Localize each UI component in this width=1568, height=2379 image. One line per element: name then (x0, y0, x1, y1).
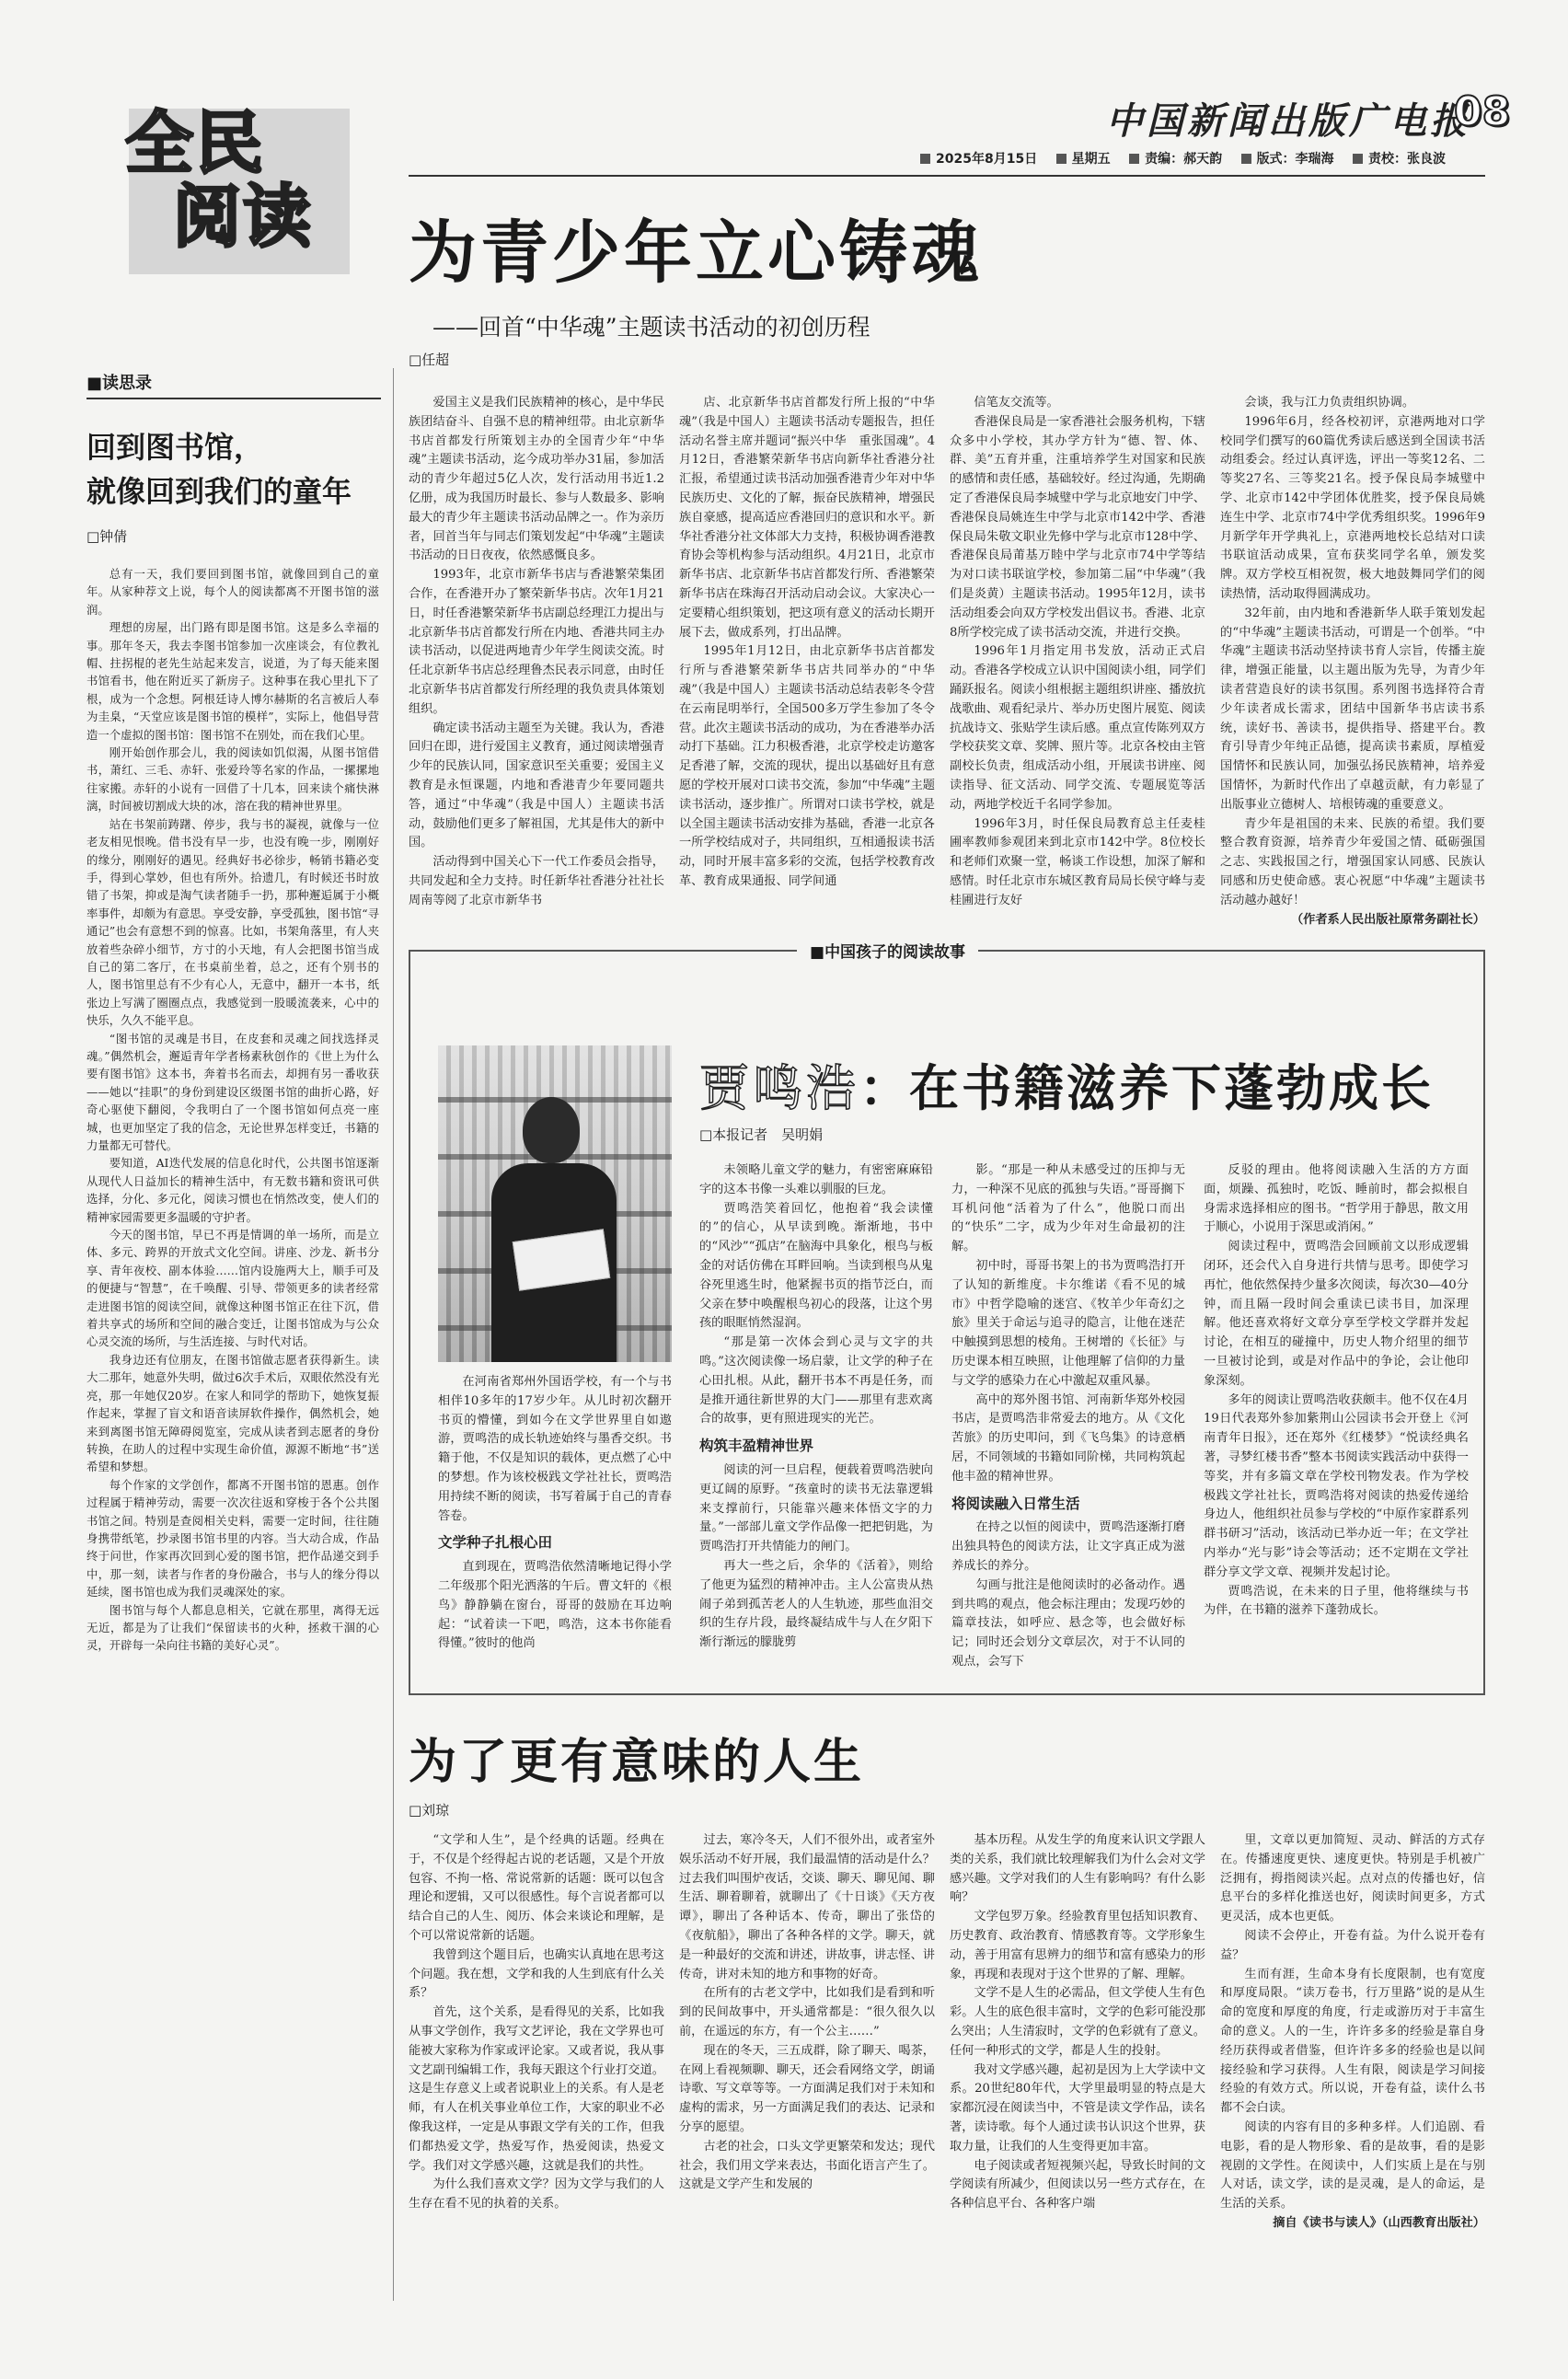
paragraph: 阅读的河一旦启程，便载着贾鸣浩驶向更辽阔的原野。“孩童时的读书无法靠逻辑来支撑前行，只能靠兴趣来体悟文字的力量。”一部部儿童文学作品像一把把钥匙，为贾鸣浩打开共情能力的闸门。 (699, 1462, 933, 1554)
paragraph: 1996年3月，时任保良局教育总主任麦桂圃率教师参观团来到北京市142中学。8位校长和老师们欢聚一堂，畅谈工作设想，加深了解和感情。时任北京市东城区教育局局长侯守峰与麦桂圃进行友好 (950, 816, 1205, 907)
paragraph: 阅读过程中，贾鸣浩会回顾前文以形成逻辑闭环，还会代入自身进行共情与思考。即使学习再忙，他依然保持少量多次阅读，每次30—40分钟，而且隔一段时间会重读已读书目，加深理解。他还喜欢将好文章分享至学校文学群并发起讨论，在相互的碰撞中，历史人物介绍里的细节一旦被讨论到，或是对作品中的争论，会让他印象深刻。 (1204, 1240, 1469, 1388)
paragraph: 首先，这个关系，是看得见的关系，比如我从事文学创作，我写文艺评论，我在文学界也可能被大家称为作家或评论家。又或者说，我从事文艺副刊编辑工作，我每天跟这个行业打交道。这是生存意义上或者说职业上的关系。有人是老师，有人在机关事业单位工作，大家的职业不必像我这样，一定是从事跟文学有关的工作，但我们都热爱文学，热爱写作，热爱阅读，热爱文学。我们对文学感兴趣，这就是我们的共性。 (409, 2005, 664, 2173)
paragraph: 1996年1月指定用书发放，活动正式启动。香港各学校成立认识中国阅读小组，同学们踊跃报名。阅读小组根据主题组织讲座、播放抗战歌曲、观看纪录片、举办历史图片展览、阅读抗战诗文、张贴学生读后感。重点宣传陈列双方学校获奖文章、奖牌、照片等。北京各校由主管副校长负责，组成活动小组，开展读书讲座、阅读指导、征文活动、同学交流、专题展览等活动，两地学校近千名同学参加。 (950, 644, 1205, 812)
paragraph: 爱国主义是我们民族精神的核心，是中华民族团结奋斗、自强不息的精神纽带。由北京新华书店首都发行所策划主办的全国青少年“中华魂”主题读书活动，迄今成功举办31届，参加活动的青少年超过5亿人次，发行活动用书近1.2亿册，成为我国历时最长、参与人数最多、影响最大的青少年主题读书活动品牌之一。作为亲历者，回首当年与同志们策划发起“中华魂”主题读书活动的日日夜夜，依然感慨良多。 (409, 396, 664, 563)
paragraph: 站在书架前踌躇、停步，我与书的凝视，就像与一位老友相见恨晚。借书没有早一步，也没有晚一步，刚刚好的缘分，刚刚好的遇见。经典好书必徐步，畅销书籍必变手，得到心掌妙，但也有所外。拾遗几，有时候还书时放错了书架，抑或是淘气读者随手一扔，那种邂逅属于小概率事件，却颇为有意思。享受安静，享受孤独，图书馆“寻通记”也会有意想不到的惊喜。比如，书架角落里，有人夹放着些杂碎小细节，方寸的小天地，有人会把图书馆当成自己的第二客厅，在书桌前坐着，总之，还有个别书的人，图书馆里总有不少有心人，无意中，翻开一本书，纸张边上写满了圈圈点点，我感觉到一股暖流袭来，心中的快乐，久久不能平息。 (86, 816, 379, 1028)
feature-title: 为青少年立心铸魂 (409, 214, 983, 293)
paragraph: 青少年是祖国的未来、民族的希望。我们要整合教育资源，培养青少年爱国之情、砥砺强国之志、实践报国之行，增强国家认同感、民族认同感和历史使命感。衷心祝愿“中华魂”主题读书活动越办越好！ (1220, 816, 1485, 907)
issue-weekday: 星期五 (1071, 152, 1111, 167)
essay-title-line1: 回到图书馆， (86, 430, 264, 465)
paragraph: 电子阅读或者短视频兴起，导致长时间的文学阅读有所减少，但阅读以另一些方式存在，在各种信息平台、各种客户端 (950, 2158, 1205, 2212)
paragraph: 在持之以恒的阅读中，贾鸣浩逐渐打磨出独具特色的阅读方法，让文字真正成为滋养成长的养分。 (951, 1520, 1185, 1573)
paragraph: 1993年，北京市新华书店与香港繁荣集团合作，在香港开办了繁荣新华书店。次年1月21日，时任香港繁荣新华书店副总经理江力提出与北京新华书店首都发行所在内地、香港共同主办读书活动，以促进两地青少年学生阅读交流。时任北京新华书店总经理鲁杰民表示同意，由时任北京新华书店首都发行所经理的我负责具体策划组织。 (409, 568, 664, 716)
story-title-rest: 在书籍滋养下蓬勃成长 (909, 1058, 1434, 1117)
paragraph: 摘自《读书与读人》（山西教育出版社） (1273, 2215, 1485, 2230)
photo-person-head (523, 1097, 580, 1163)
story-col-4 (1204, 1161, 1469, 1684)
paragraph: 里，文章以更加简短、灵动、鲜活的方式存在。传播速度更快、速度更快。特别是手机被广泛拥有，拇指阅读兴起。点对点的传播也好，信息平台的多样化推送也好，阅读时间更多，方式更灵活，成本也更低。 (1220, 1833, 1485, 1924)
bottom-author: □刘琼 (409, 1802, 450, 1819)
paragraph: 1996年6月，经各校初评，京港两地对口学校同学们撰写的60篇优秀读后感送到全国读书活动组委会。经过认真评选，评出一等奖12名、二等奖27名、三等奖21名。授予保良局李城璧中学、北京市142中学团体优胜奖，授予保良局姚连生中学、北京市74中学优秀组织奖。1996年9月新学年开学典礼上，京港两地校长总结对口读书联谊活动成果，宣布获奖同学名单，颁发奖牌。双方学校互相祝贺，极大地鼓舞同学们的阅读热情，活动取得圆满成功。 (1220, 414, 1485, 601)
editor-credit: 责编：郝天韵 (1145, 152, 1223, 167)
paragraph: 信笔友交流等。 (974, 396, 1059, 410)
paragraph: 32年前，由内地和香港新华人联手策划发起的“中华魂”主题读书活动，可谓是一个创举。“中华魂”主题读书活动坚持读书育人宗旨，传播主旋律，增强正能量，以主题出版为先导，为青少年读者营造良好的读书氛围。系列图书选择符合青少年读者成长需求，团结中国新华书店读书系统，读好书、善读书，提供指导、搭建平台。教育引导青少年纯正品德，提高读书素质，厚植爱国情怀和民族认同，加强弘扬民族精神，培养爱国情怀，为新时代作出了卓越贡献，有力彰显了出版事业立德树人、培根铸魂的重要意义。 (1220, 606, 1485, 812)
essay-tag-rule (86, 398, 381, 399)
bottom-col-2 (679, 1831, 935, 2301)
paragraph: 贾鸣浩笑着回忆，他抱着“我会读懂的”的信心，从早读到晚。渐渐地，书中的“风沙”“孤店”在脑海中具象化，根鸟与板金的对话仿佛在耳畔回响。当读到根鸟从鬼谷死里逃生时，他紧握书页的指节泛白，而父亲在梦中唤醒根鸟初心的段落，让这个男孩的眼眶悄然湿润。 (699, 1201, 933, 1331)
bottom-col-4 (1220, 1831, 1485, 2301)
story-col-2 (699, 1161, 933, 1684)
paragraph: 文学包罗万象。经验教育里包括知识教育、历史教育、政治教育、情感教育等。文学形象生动，善于用富有思辨力的细节和富有感染力的形象，再现和表现对于这个世界的了解、理解。 (950, 1910, 1205, 1981)
story-title: 贾鸣浩：在书籍滋养下蓬勃成长 (699, 1058, 1434, 1117)
story-subhead-1: 文学种子扎根心田 (438, 1534, 553, 1552)
paragraph: 会谈，我与江力负责组织协调。 (1244, 396, 1415, 410)
essay-body (86, 565, 379, 2303)
paragraph: 今天的图书馆，早已不再是情调的单一场所，而是立体、多元、跨界的开放式文化空间。讲座、沙龙、新书分享、青年夜校、副本体验……馆内设施两大上，顺手可及的便捷与“智慧”，在千唤醒、引导、带领更多的读者经常走进图书馆的阅读空间，就像这种图书馆正在往下沉，借着共享式的场所和空间的融合变迁，让图书馆成为与公众心灵交流的场所，与生活连接、与时代对话。 (86, 1228, 379, 1349)
paragraph: 阅读不会停止，开卷有益。为什么说开卷有益？ (1220, 1928, 1485, 1962)
essay-tag (86, 370, 381, 394)
paragraph: 未领略儿童文学的魅力，有密密麻麻铅字的这本书像一头难以驯服的巨龙。 (699, 1163, 933, 1196)
story-section-label: ■中国孩子的阅读故事 (797, 939, 978, 962)
left-column-divider (393, 368, 394, 2301)
issue-info-bar (920, 149, 1460, 167)
issue-date: 2025年8月15日 (936, 152, 1038, 167)
paragraph: 文学不是人生的必需品，但文学使人生有色彩。人生的底色很丰富时，文学的色彩可能没那么突出；人生清寂时，文学的色彩就有了意义。任何一种形式的文学，都是人生的投射。 (950, 1986, 1205, 2058)
story-col-1 (438, 1373, 672, 1682)
proof-credit: 责校：张良波 (1368, 152, 1447, 167)
feature-subtitle: ——回首“中华魂”主题读书活动的初创历程 (432, 314, 870, 341)
feature-col-3 (950, 394, 1205, 937)
paragraph: 图书馆与每个人都息息相关，它就在那里，离得无远无近，都是为了让我们“保留读书的火种，拯救干涸的心灵，开辟每一朵向往书籍的美好心灵”。 (86, 1602, 379, 1653)
page-number: 08 (1454, 88, 1511, 135)
story-author: □本报记者 吴明娟 (699, 1126, 824, 1143)
essay-author: □钟倩 (86, 528, 128, 545)
paragraph: “图书馆的灵魂是书目，在皮套和灵魂之间找选择灵魂。”偶然机会，邂逅青年学者杨素秋创作的《世上为什么要有图书馆》这本书，奔着书名而去，却拥有另一番收获——她以“挂职”的身份到建设区级图书馆的曲折心路，好奇心驱使下翻阅，令我明白了一个图书馆如何点亮一座城，也更加坚定了我的信念，无论世界怎样变迁，书籍的力量都无可替代。 (86, 1031, 379, 1152)
paragraph: 直到现在，贾鸣浩依然清晰地记得小学二年级那个阳光洒落的午后。曹文轩的《根鸟》静静躺在窗台，哥哥的鼓励在耳边响起：“试着读一下吧，鸣浩，这本书你能看得懂。”彼时的他尚 (438, 1560, 672, 1651)
paragraph: 刚开始创作那会儿，我的阅读如饥似渴，从图书馆借书，萧红、三毛、赤轩、张爱玲等名家的作品，一摞摞地往家搬。赤轩的小说有一回借了十几本，回来读个痛快淋漓，时间被切割成大块的冰，溶在我的精神世界里。 (86, 745, 379, 814)
paragraph: （作者系人民出版社原常务副社长） (1291, 912, 1485, 927)
paragraph: 我对文学感兴趣，起初是因为上大学读中文系。20世纪80年代，大学里最明显的特点是大家都沉浸在阅读当中，不管是读文学作品，读名著，读诗歌。每个人通过读书认识这个世界，获取力量，让我们的人生变得更加丰富。 (950, 2062, 1205, 2154)
paragraph: 我曾到这个题目后，也确实认真地在思考这个问题。我在想，文学和我的人生到底有什么关系？ (409, 1947, 664, 2001)
paragraph: “文学和人生”，是个经典的话题。经典在于，不仅是个经得起古说的老话题，又是个开放包容、不拘一格、常说常新的话题：既可以包含理论和逻辑，又可以很感性。每个言说者都可以结合自己的人生、阅历、体会来谈论和理解，是个可以常说常新的话题。 (409, 1833, 664, 1943)
feature-col-4 (1220, 394, 1485, 937)
column-logo (85, 90, 379, 293)
logo-line1: 全民 (125, 104, 265, 183)
feature-author: □任超 (409, 352, 450, 368)
logo-line2: 阅读 (173, 178, 313, 257)
paragraph: 反驳的理由。他将阅读融入生活的方方面面，烦躁、孤独时，吃饭、睡前时，都会拟根自身需求选择相应的图书。“哲学用于静思，散文用于顺心，小说用于深思或消闲。” (1204, 1163, 1469, 1235)
bottom-col-3 (950, 1831, 1205, 2301)
layout-credit: 版式：李瑞海 (1256, 152, 1334, 167)
essay-title-line2: 就像回到我们的童年 (86, 474, 352, 509)
paragraph: 现在的冬天，三五成群，除了聊天、喝茶，在网上看视频聊、聊天，还会看网络文学，朗诵诗歌、写文章等等。一方面满足我们对于未知和虚构的需求，另一方面满足我们的表达、记录和分享的愿望。 (679, 2043, 935, 2134)
paragraph: 高中的郑外图书馆、河南新华郑外校园书店，是贾鸣浩非常爱去的地方。从《文化苦旅》的历史叩问，到《飞鸟集》的诗意栖居，不同领域的书籍如同阶梯，共同构筑起他丰盈的精神世界。 (951, 1392, 1185, 1484)
paragraph: “那是第一次体会到心灵与文字的共鸣。”这次阅读像一场启蒙，让文学的种子在心田扎根。从此，翻开书本不再是任务，而是推开通往新世界的大门——那里有悲欢离合的故事，更有照进现实的光芒。 (699, 1335, 933, 1426)
paragraph: 贾鸣浩说，在未来的日子里，他将继续与书为伴，在书籍的滋养下蓬勃成长。 (1204, 1584, 1469, 1618)
feature-col-2 (679, 394, 935, 937)
story-photo (438, 1045, 672, 1362)
paragraph: 为什么我们喜欢文学？因为文学与我们的人生存在看不见的执着的关系。 (409, 2177, 664, 2212)
paragraph: 再大一些之后，余华的《活着》，则给了他更为猛烈的精神冲击。主人公富贵从热闹子弟到孤苦老人的人生轨迹，那些血泪交织的生存片段，最终凝结成牛与人在夕阳下渐行渐远的朦胧剪 (699, 1558, 933, 1650)
story-subhead-3: 将阅读融入日常生活 (951, 1495, 1080, 1512)
essay-tag-text: ■读思录 (86, 374, 153, 393)
paragraph: 影。“那是一种从未感受过的压抑与无力，一种深不见底的孤独与失语。”哥哥搁下耳机问他“活着为了什么”，他脱口而出的“快乐”二字，成为少年对生命最初的注解。 (951, 1163, 1185, 1254)
paragraph: 香港保良局是一家香港社会服务机构，下辖众多中小学校，其办学方针为“德、智、体、群、美”五育并重，注重培养学生对国家和民族的感情和责任感，基础较好。经过沟通，先期确定了香港保良局李城璧中学与北京地安门中学、香港保良局姚连生中学与北京市142中学、香港保良局朱敬文职业先修中学与北京市128中学、香港保良局莆基万睦中学与北京市74中学等结为对口读书联谊学校，参加第二届“中华魂”（我们是炎黄）主题读书活动。1995年12月，读书活动组委会向双方学校发出倡议书。香港、北京8所学校完成了读书活动交流，并进行交换。 (950, 414, 1205, 640)
paragraph: 过去，寒冷冬天，人们不很外出，或者室外娱乐活动不好开展，我们最温情的活动是什么？过去我们叫围炉夜话，交谈、聊天、聊见闻、聊生活、聊着聊着，就聊出了《十日谈》《天方夜谭》，聊出了各种话本、传奇，聊出了张岱的《夜航船》，聊出了各种各样的文学。聊天，就是一种最好的交流和讲述，讲故事，讲志怪、讲传奇，讲对未知的地方和事物的好奇。 (679, 1833, 935, 1981)
paragraph: 理想的房屋，出门路有即是图书馆。这是多么幸福的事。那年冬天，我去李图书馆参加一次座谈会，有位教礼帽、拄拐棍的老先生站起来发言，说道，为了每天能来图书馆看书，他在附近买了新房子。这种事在我心里扎下了根，成为一个念想。阿根廷诗人博尔赫斯的名言被后人奉为圭臬，“天堂应该是图书馆的模样”，实际上，他倡导营造一个虚拟的图书馆：图书馆不在别处，而在我们心里。 (86, 620, 379, 742)
paragraph: 基本历程。从发生学的角度来认识文学跟人类的关系，我们就比较理解我们为什么会对文学感兴趣。文学对我们的人生有影响吗？有什么影响？ (950, 1833, 1205, 1905)
paragraph: 阅读的内容有目的多种多样。人们追剧、看电影，看的是人物形象、看的是故事，看的是影视剧的文学性。在阅读中，人们实质上是在与别人对话，读文学，读的是灵魂，是人的命运，是生活的关系。 (1220, 2119, 1485, 2212)
paragraph: 多年的阅读让贾鸣浩收获颇丰。他不仅在4月19日代表郑外参加紫荆山公园读书会开登上《河南青年日报》，还在郑外《红楼梦》“悦读经典名著，寻梦红楼书香”整本书阅读实践活动中获得一等奖，并有多篇文章在学校刊物发表。作为学校极践文学社社长，贾鸣浩将对阅读的热爱传递给身边人，他组织社员参与学校的“中原作家群系列群书研习”活动，该活动已举办近一年；在文学社内举办“光与影”诗会等活动；还不定期在文学社群分享文学文章、视频并发起讨论。 (1204, 1392, 1469, 1579)
paragraph: 1995年1月12日，由北京新华书店首都发行所与香港繁荣新华书店共同举办的“中华魂”（我是中国人）主题读书活动总结表彰冬令营在云南昆明举行，全国500多万学生参加了冬令营。此次主题读书活动的成功，为在香港举办活动打下基础。江力积极香港，北京学校走访邀客足香港了解，交流的现状，提出以基础好且有意愿的学校开展对口读书交流，参加“中华魂”主题读书活动，逐步推广。所谓对口读书学校，就是以全国主题读书活动安排为基础，香港一北京各一所学校结成对子，共同组织，互相通报读书活动，同时开展丰富多彩的交流，包括学校教育改革、教育成果通报、同学间通 (679, 644, 935, 888)
paragraph: 在河南省郑州外国语学校，有一个与书相伴10多年的17岁少年。从儿时初次翻开书页的懵懂，到如今在文学世界里自如遨游，贾鸣浩的成长轨迹始终与墨香交织。书籍于他，不仅是知识的载体，更点燃了心中的梦想。作为该校极践文学社社长，贾鸣浩用持续不断的阅读，书写着属于自己的青春答卷。 (438, 1375, 672, 1523)
paragraph: 店、北京新华书店首都发行所上报的“中华魂”（我是中国人）主题读书活动专题报告，担任活动名誉主席并题词“振兴中华 重张国魂”。4月12日，香港繁荣新华书店向新华社香港分社汇报，希望通过读书活动加强香港青少年对中华民族历史、文化的了解，振奋民族精神，增强民族自豪感，提高适应香港回归的意识和水平。新华社香港分社文体部大力支持，积极协调香港教育协会等机构参与活动组织。4月21日，北京市新华书店、北京新华书店首都发行所、香港繁荣新华书店在珠海召开活动启动会议。大家决心一定要精心组织策划，把这项有意义的活动长期开展下去，做成系列，打出品牌。 (679, 396, 935, 640)
paragraph: 每个作家的文学创作，都离不开图书馆的恩惠。创作过程属于精神劳动，需要一次次往返和穿梭于各个公共图书馆之间。特别是查阅相关史料，需要一定时间，往往随身携带纸笔，抄录图书馆书里的内容。当大动合成，作品终于问世，作家再次回到心爱的图书馆，把作品递交到手中，那一刻，读者与作者的身份融合，书与人的缘分得以延续，图书馆也成为我们灵魂深处的家。 (86, 1477, 379, 1599)
paragraph: 活动得到中国关心下一代工作委员会指导，共同发起和全力支持。时任新华社香港分社社长周南等阅了北京市新华书 (409, 855, 664, 907)
feature-col-1 (409, 394, 664, 937)
paragraph: 初中时，哥哥书架上的书为贾鸣浩打开了认知的新维度。卡尔维诺《看不见的城市》中哲学隐喻的迷宫、《牧羊少年奇幻之旅》里关于命运与追寻的隐言，让他在迷茫中触摸到思想的棱角。王树增的《长征》与历史课本相互映照，让他理解了信仰的力量与文学的感染力在心中激起双重风暴。 (951, 1258, 1185, 1388)
paragraph: 确定读书活动主题至为关键。我认为，香港回归在即，进行爱国主义教育，通过阅读增强青少年的民族认同，国家意识至关重要；爱国主义教育是永恒课题，内地和香港青少年要同题共答，通过“中华魂”（我是中国人）主题读书活动，鼓励他们更多了解祖国，尤其是伟大的新中国。 (409, 721, 664, 850)
paragraph: 总有一天，我们要回到图书馆，就像回到自己的童年。从家种荐文上说，每个人的阅读都离不开图书馆的滋润。 (86, 567, 379, 617)
paragraph: 要知道，AI迭代发展的信息化时代，公共图书馆逐渐从现代人日益加长的精神生活中，有无数书籍和资讯可供选择，分化、多元化，阅读习惯也在悄然改变，使人们的精神家园需要更多温暖的守护者。 (86, 1156, 379, 1224)
header-rule (409, 175, 1485, 177)
essay-title (86, 425, 352, 514)
paragraph: 勾画与批注是他阅读时的必备动作。遇到共鸣的观点，他会标注理由；发现巧妙的篇章技法，如呼应、悬念等，也会做好标记；同时还会划分文章层次，对于不认同的观点，会写下 (951, 1577, 1185, 1669)
bottom-col-1 (409, 1831, 664, 2301)
story-col-3 (951, 1161, 1185, 1684)
paragraph: 生而有涯，生命本身有长度限制，也有宽度和厚度局限。“读万卷书，行万里路”说的是从生命的宽度和厚度的角度，行走或游历对于丰富生命的意义。人的一生，许许多多的经验是靠自身经历获得或者借鉴，但许许多多的经验也是以间接经验和学习获得。人生有限，阅读是学习间接经验的有效方式。所以说，开卷有益，读什么书都不会白读。 (1220, 1967, 1485, 2116)
story-title-name: 贾鸣浩 (699, 1059, 859, 1117)
paragraph: 我身边还有位朋友，在图书馆做志愿者获得新生。读大二那年，她意外失明，做过6次手术后，双眼依然没有光亮，那一年她仅20岁。在家人和同学的帮助下，她恢复振作起来，掌握了盲文和语音读屏软件操作，偶然机会，她来到离图书馆无障碍阅览室，完成从读者到志愿者的身份转换，在助人的过程中实现生命价值，源源不断地“书”送希望和梦想。 (86, 1352, 379, 1474)
story-subhead-2: 构筑丰盈精神世界 (699, 1438, 814, 1455)
masthead: 中国新闻出版广电报 (1106, 99, 1470, 143)
paragraph: 在所有的古老文学中，比如我们是看到和听到的民间故事中，开头通常都是：“很久很久以前，在遥远的东方，有一个公主……” (679, 1986, 935, 2038)
bottom-title: 为了更有意味的人生 (409, 1734, 865, 1790)
paragraph: 古老的社会，口头文学更繁荣和发达；现代社会，我们用文学来表达，书面化语言产生了。这就是文学产生和发展的 (679, 2139, 935, 2192)
